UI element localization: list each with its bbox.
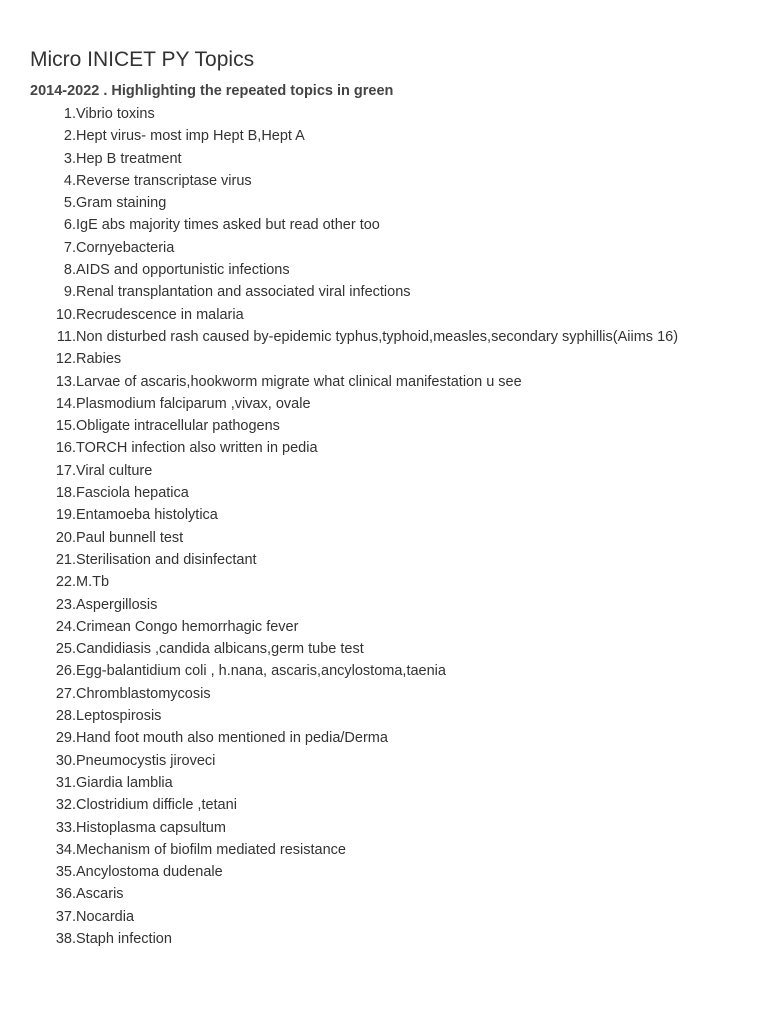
list-item bbox=[30, 192, 738, 214]
list-item-number: 12. bbox=[55, 351, 76, 368]
list-item-text: Plasmodium falciparum ,vivax, ovale bbox=[76, 395, 311, 412]
page-subtitle: 2014-2022 . Highlighting the repeated topics in green bbox=[30, 83, 394, 99]
list-item-number: 18. bbox=[55, 485, 76, 502]
page-title: Micro INICET PY Topics bbox=[30, 48, 255, 71]
list-item-number: 27. bbox=[55, 685, 76, 702]
list-item-text: Pneumocystis jiroveci bbox=[76, 752, 216, 769]
list-item-number: 29. bbox=[55, 730, 76, 747]
list-item-number: 35. bbox=[55, 864, 76, 881]
list-item-text: Fasciola hepatica bbox=[76, 485, 189, 502]
list-item-text: Non disturbed rash caused by-epidemic typhus,typhoid,measles,secondary syphillis(Aiims 16) bbox=[76, 328, 679, 345]
list-item bbox=[30, 348, 738, 370]
list-item-number: 34. bbox=[55, 841, 76, 858]
list-item-text: Histoplasma capsultum bbox=[76, 819, 226, 836]
list-item-text: IgE abs majority times asked but read other too bbox=[76, 217, 380, 234]
list-item bbox=[30, 103, 738, 125]
list-item-number: 1. bbox=[63, 106, 76, 122]
list-item-text: Ancylostoma dudenale bbox=[76, 864, 223, 881]
list-item bbox=[30, 794, 738, 816]
list-item-number: 9. bbox=[63, 284, 76, 301]
list-item-number: 33. bbox=[55, 819, 76, 836]
list-item-number: 36. bbox=[55, 886, 76, 903]
list-item-number: 20. bbox=[55, 529, 76, 546]
list-item-number: 11. bbox=[56, 328, 76, 345]
list-item-text: Clostridium difficle ,tetani bbox=[76, 797, 237, 814]
list-item-number: 2. bbox=[63, 128, 76, 145]
list-item-number: 32. bbox=[55, 797, 76, 814]
list-item-text: Crimean Congo hemorrhagic fever bbox=[76, 618, 299, 635]
list-item bbox=[30, 727, 738, 749]
list-item-number: 21. bbox=[55, 551, 76, 568]
list-item-text: M.Tb bbox=[76, 574, 110, 591]
list-item-number: 17. bbox=[55, 462, 76, 479]
list-item-text: Cornyebacteria bbox=[76, 239, 175, 256]
list-item-text: Vibrio toxins bbox=[76, 106, 155, 122]
list-item bbox=[30, 839, 738, 861]
list-item-text: Renal transplantation and associated viral infections bbox=[76, 284, 411, 301]
list-item-number: 23. bbox=[55, 596, 76, 613]
list-item bbox=[30, 683, 738, 705]
list-item-text: Aspergillosis bbox=[76, 596, 158, 613]
list-item-text: Recrudescence in malaria bbox=[76, 306, 244, 323]
list-item-text: Leptospirosis bbox=[76, 708, 162, 725]
list-item-number: 8. bbox=[63, 262, 76, 279]
list-item bbox=[30, 594, 738, 616]
list-item bbox=[30, 638, 738, 660]
list-item bbox=[30, 326, 738, 348]
list-item bbox=[30, 928, 738, 950]
list-item-text: Larvae of ascaris,hookworm migrate what clinical manifestation u see bbox=[76, 373, 522, 390]
list-item bbox=[30, 482, 738, 504]
list-item-number: 10. bbox=[55, 306, 76, 323]
list-item bbox=[30, 549, 738, 571]
list-item bbox=[30, 281, 738, 303]
list-item-text: Candidiasis ,candida albicans,germ tube test bbox=[76, 641, 364, 658]
list-item-text: Egg-balantidium coli , h.nana, ascaris,ancylostoma,taenia bbox=[76, 663, 446, 680]
list-item bbox=[30, 393, 738, 415]
list-item bbox=[30, 817, 738, 839]
list-item-number: 3. bbox=[63, 150, 76, 167]
list-item-number: 28. bbox=[55, 708, 76, 725]
list-item-text: Ascaris bbox=[76, 886, 124, 903]
list-item-number: 5. bbox=[63, 195, 76, 212]
list-item-number: 13. bbox=[55, 373, 76, 390]
list-item-number: 37. bbox=[55, 908, 76, 925]
list-item-text: Gram staining bbox=[76, 195, 167, 212]
list-item bbox=[30, 214, 738, 236]
list-item bbox=[30, 504, 738, 526]
list-item-number: 30. bbox=[55, 752, 76, 769]
list-item-number: 19. bbox=[55, 507, 76, 524]
list-item bbox=[30, 906, 738, 928]
list-item bbox=[30, 660, 738, 682]
list-item bbox=[30, 125, 738, 147]
list-item-text: Nocardia bbox=[76, 908, 135, 925]
list-item bbox=[30, 705, 738, 727]
list-item-text: Hept virus- most imp Hept B,Hept A bbox=[76, 128, 305, 145]
list-item bbox=[30, 883, 738, 905]
list-item-number: 15. bbox=[55, 418, 76, 435]
list-item-text: Reverse transcriptase virus bbox=[76, 172, 252, 189]
list-item-number: 6. bbox=[63, 217, 76, 234]
list-item-number: 14. bbox=[55, 395, 76, 412]
list-item-text: Paul bunnell test bbox=[76, 529, 184, 546]
list-item-text: Rabies bbox=[76, 351, 122, 368]
list-item bbox=[30, 304, 738, 326]
list-item-text: AIDS and opportunistic infections bbox=[76, 262, 290, 279]
list-item-text: Sterilisation and disinfectant bbox=[76, 551, 257, 568]
list-item bbox=[30, 861, 738, 883]
list-item bbox=[30, 148, 738, 170]
list-item bbox=[30, 527, 738, 549]
list-item-text: Hep B treatment bbox=[76, 150, 182, 167]
list-item-number: 38. bbox=[55, 930, 76, 947]
list-item-number: 7. bbox=[63, 239, 76, 256]
list-item bbox=[30, 371, 738, 393]
list-item bbox=[30, 170, 738, 192]
list-item bbox=[30, 237, 738, 259]
list-item-text: Viral culture bbox=[76, 462, 153, 479]
list-item-text: Obligate intracellular pathogens bbox=[76, 418, 280, 435]
list-item-text: TORCH infection also written in pedia bbox=[76, 440, 318, 457]
list-item-text: Mechanism of biofilm mediated resistance bbox=[76, 841, 346, 858]
list-item-number: 22. bbox=[55, 574, 76, 591]
list-item-number: 31. bbox=[55, 774, 76, 791]
list-item-text: Staph infection bbox=[76, 930, 172, 947]
list-item-text: Entamoeba histolytica bbox=[76, 507, 218, 524]
list-item-number: 25. bbox=[55, 641, 76, 658]
list-item-number: 24. bbox=[55, 618, 76, 635]
topic-list bbox=[30, 103, 738, 950]
list-item-number: 4. bbox=[63, 172, 76, 189]
list-item-text: Chromblastomycosis bbox=[76, 685, 211, 702]
list-item-number: 26. bbox=[55, 663, 76, 680]
list-item-text: Hand foot mouth also mentioned in pedia/Derma bbox=[76, 730, 388, 747]
list-item bbox=[30, 616, 738, 638]
list-item bbox=[30, 460, 738, 482]
list-item bbox=[30, 259, 738, 281]
list-item bbox=[30, 772, 738, 794]
list-item-text: Giardia lamblia bbox=[76, 774, 173, 791]
list-item bbox=[30, 437, 738, 459]
list-item bbox=[30, 415, 738, 437]
list-item bbox=[30, 571, 738, 593]
list-item bbox=[30, 750, 738, 772]
list-item-number: 16. bbox=[55, 440, 76, 457]
